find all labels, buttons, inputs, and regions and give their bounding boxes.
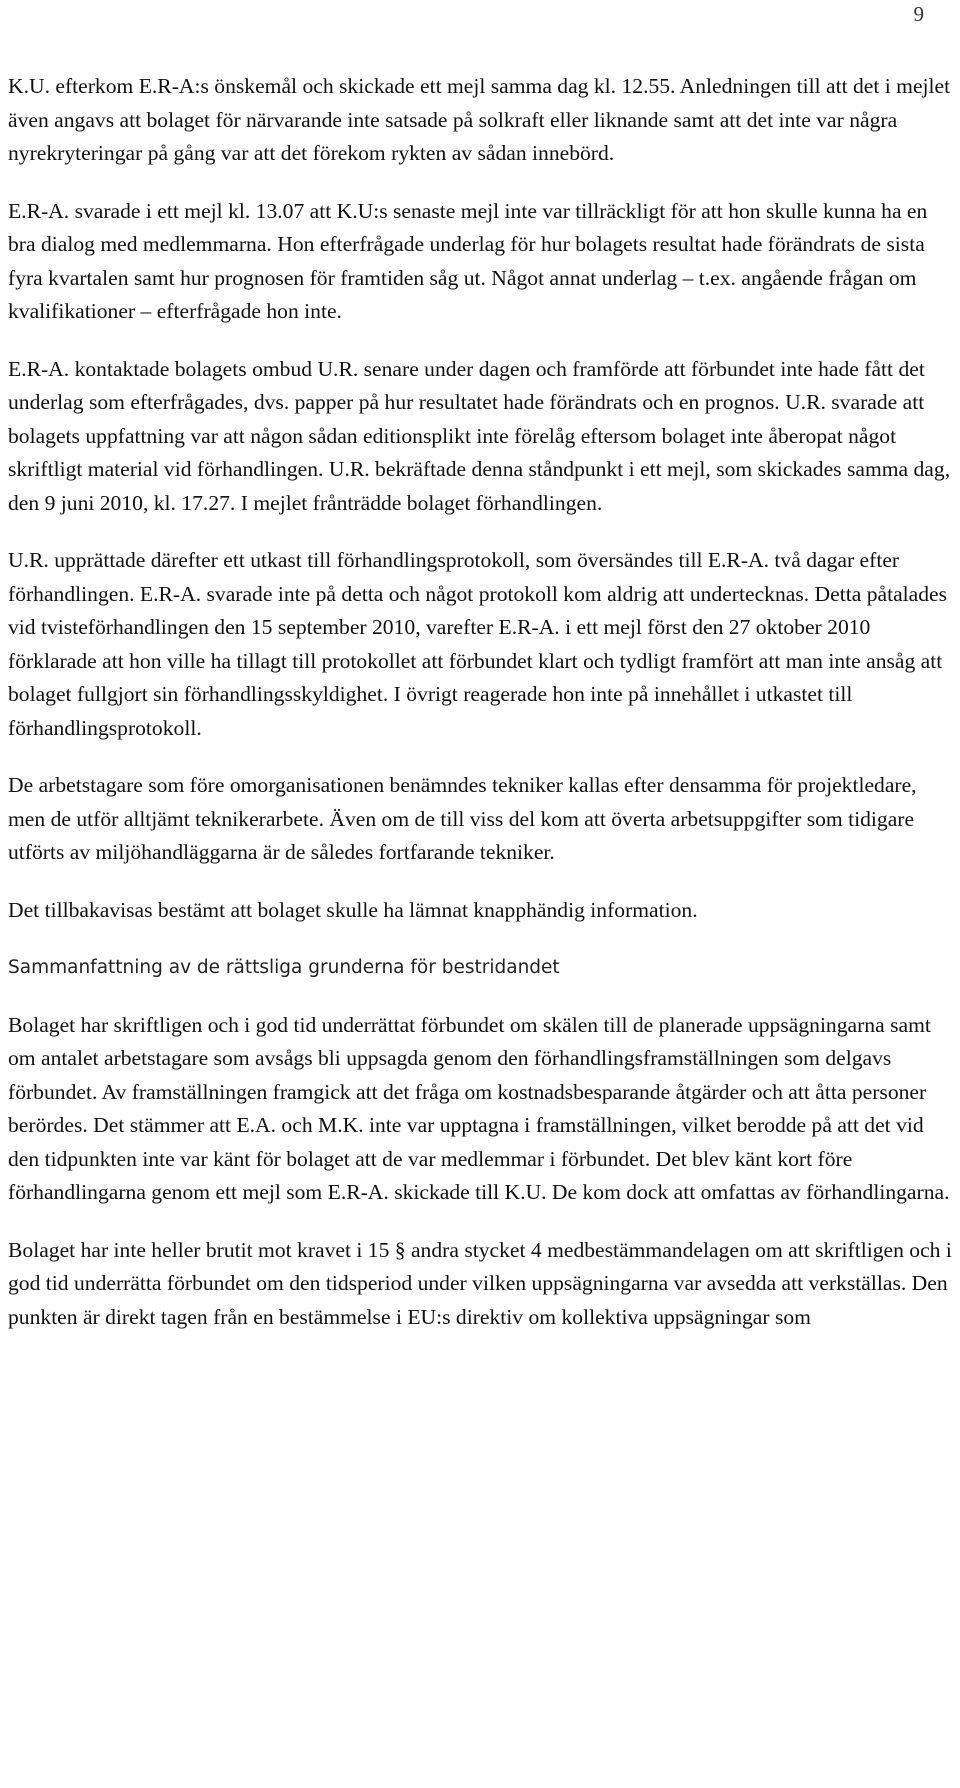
- paragraph-7: Bolaget har skriftligen och i god tid underrättat förbundet om skälen till de planerade uppsägningarna samt om antalet arbetstagare som avsågs bli uppsagda genom den förhandlingsframställningen som delgavs förbundet. Av framställningen framgick att det fråga om kostnadsbesparande åtgärder och att åtta personer berördes. Det stämmer att E.A. och M.K. inte var upptagna i framställningen, vilket berodde på att det vid den tidpunkten inte var känt för bolaget att de var medlemmar i förbundet. Det blev känt kort före förhandlingarna genom ett mejl som E.R-A. skickade till K.U. De kom dock att omfattas av förhandlingarna.: [8, 1012, 950, 1204]
- section-heading: Sammanfattning av de rättsliga grunderna för bestridandet: [8, 957, 560, 978]
- paragraph-1: K.U. efterkom E.R-A:s önskemål och skickade ett mejl samma dag kl. 12.55. Anledningen till att det i mejlet även angavs att bolaget för närvarande inte satsade på solkraft eller liknande samt att det inte var några nyrekryteringar på gång var att det förekom rykten av sådan innebörd.: [8, 74, 951, 165]
- paragraph-3: E.R-A. kontaktade bolagets ombud U.R. senare under dagen och framförde att förbundet inte hade fått det underlag som efterfrågades, dvs. papper på hur resultatet hade förändrats och en prognos. U.R. svarade att bolagets uppfattning var att någon sådan editionsplikt inte förelåg eftersom bolaget inte åberopat något skriftligt material vid förhandlingen. U.R. bekräftade denna ståndpunkt i ett mejl, som skickades samma dag, den 9 juni 2010, kl. 17.27. I mejlet frånträdde bolaget förhandlingen.: [8, 356, 951, 515]
- paragraph-2: E.R-A. svarade i ett mejl kl. 13.07 att K.U:s senaste mejl inte var tillräckligt för att hon skulle kunna ha en bra dialog med medlemmarna. Hon efterfrågade underlag för hur bolagets resultat hade förändrats de sista fyra kvartalen samt hur prognosen för framtiden såg ut. Något annat underlag – t.ex. angående frågan om kvalifikationer – efterfrågade hon inte.: [8, 198, 928, 323]
- paragraph-6: Det tillbakavisas bestämt att bolaget skulle ha lämnat knapphändig information.: [8, 897, 698, 922]
- page-number: 9: [913, 2, 924, 26]
- paragraph-5: De arbetstagare som före omorganisationen benämndes tekniker kallas efter densamma för projektledare, men de utför alltjämt teknikerarbete. Även om de till viss del kom att överta arbetsuppgifter som tidigare utförts av miljöhandläggarna är de således fortfarande tekniker.: [8, 773, 917, 864]
- document-body: [8, 70, 953, 1358]
- paragraph-8: Bolaget har inte heller brutit mot kravet i 15 § andra stycket 4 medbestämmandelagen om att skriftligen och i god tid underrätta förbundet om den tidsperiod under vilken uppsägningarna var avsedda att verkställas. Den punkten är direkt tagen från en bestämmelse i EU:s direktiv om kollektiva uppsägningar som: [8, 1237, 952, 1329]
- paragraph-4: U.R. upprättade därefter ett utkast till förhandlingsprotokoll, som översändes till E.R-A. två dagar efter förhandlingen. E.R-A. svarade inte på detta och något protokoll kom aldrig att undertecknas. Detta påtalades vid tvisteförhandlingen den 15 september 2010, varefter E.R-A. i ett mejl först den 27 oktober 2010 förklarade att hon ville ha tillagt till protokollet att förbundet klart och tydligt framfört att man inte ansåg att bolaget fullgjort sin förhandlingsskyldighet. I övrigt reagerade hon inte på innehållet i utkastet till förhandlingsprotokoll.: [8, 548, 948, 740]
